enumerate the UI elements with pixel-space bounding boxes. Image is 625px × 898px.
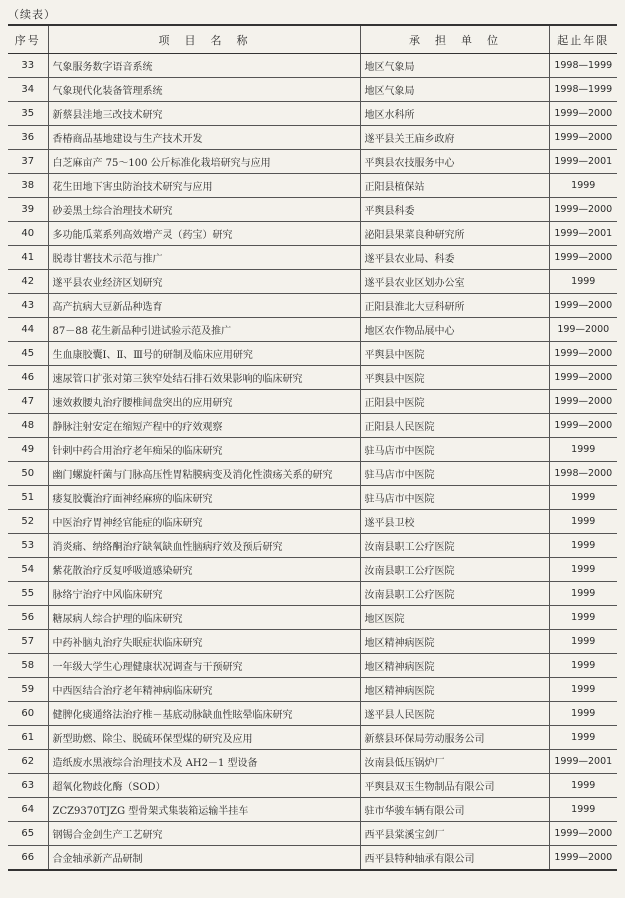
project-name: 白芝麻亩产 75～100 公斤标准化栽培研究与应用	[48, 150, 360, 174]
project-name: 超氧化物歧化酶（SOD）	[48, 774, 360, 798]
table-row	[8, 294, 617, 318]
project-name: 造纸废水黑液综合治理技术及 AH2－1 型设备	[48, 750, 360, 774]
row-number: 51	[8, 486, 48, 510]
row-number: 42	[8, 270, 48, 294]
project-name: 脉络宁治疗中风临床研究	[48, 582, 360, 606]
header-period: 起止年限	[549, 25, 617, 54]
continuation-label: （续表）	[8, 8, 56, 21]
table-row	[8, 822, 617, 846]
table-row	[8, 174, 617, 198]
responsible-unit: 地区气象局	[360, 78, 549, 102]
project-period: 1999—2000	[549, 822, 617, 846]
row-number: 38	[8, 174, 48, 198]
table-row	[8, 390, 617, 414]
table-row	[8, 222, 617, 246]
project-period: 1999—2001	[549, 750, 617, 774]
row-number: 35	[8, 102, 48, 126]
table-row	[8, 582, 617, 606]
responsible-unit: 汝南县低压锅炉厂	[360, 750, 549, 774]
project-period: 1999	[549, 630, 617, 654]
project-period: 1999—2000	[549, 846, 617, 871]
row-number: 64	[8, 798, 48, 822]
responsible-unit: 平舆县科委	[360, 198, 549, 222]
project-name: 中西医结合治疗老年精神病临床研究	[48, 678, 360, 702]
table-row	[8, 102, 617, 126]
project-period: 1999—2001	[549, 150, 617, 174]
project-period: 1998—2000	[549, 462, 617, 486]
project-period: 1998—1999	[549, 78, 617, 102]
responsible-unit: 正阳县中医院	[360, 390, 549, 414]
table-row	[8, 366, 617, 390]
row-number: 43	[8, 294, 48, 318]
project-period: 1999	[549, 702, 617, 726]
table-row	[8, 630, 617, 654]
responsible-unit: 地区农作物品展中心	[360, 318, 549, 342]
project-period: 1999	[549, 774, 617, 798]
row-number: 44	[8, 318, 48, 342]
project-period: 199—2000	[549, 318, 617, 342]
table-row	[8, 270, 617, 294]
project-name: 幽门螺旋杆菌与门脉高压性胃粘膜病变及消化性溃疡关系的研究	[48, 462, 360, 486]
project-period: 1999—2000	[549, 294, 617, 318]
row-number: 55	[8, 582, 48, 606]
row-number: 52	[8, 510, 48, 534]
project-name: 新蔡县洼地三改技术研究	[48, 102, 360, 126]
responsible-unit: 遂平县农业局、科委	[360, 246, 549, 270]
project-table	[8, 24, 617, 871]
responsible-unit: 地区水科所	[360, 102, 549, 126]
project-period: 1999	[549, 678, 617, 702]
table-row	[8, 462, 617, 486]
project-name: 多功能瓜菜系列高效增产灵（药宝）研究	[48, 222, 360, 246]
table-row	[8, 726, 617, 750]
project-name: 静脉注射安定在缩短产程中的疗效观察	[48, 414, 360, 438]
project-name: 速效救腰丸治疗腰椎间盘突出的应用研究	[48, 390, 360, 414]
project-period: 1999—2000	[549, 342, 617, 366]
project-name: 一年级大学生心理健康状况调查与干预研究	[48, 654, 360, 678]
table-row	[8, 126, 617, 150]
project-period: 1999—2000	[549, 246, 617, 270]
row-number: 61	[8, 726, 48, 750]
project-period: 1999	[549, 174, 617, 198]
project-period: 1999—2000	[549, 414, 617, 438]
row-number: 45	[8, 342, 48, 366]
table-row	[8, 318, 617, 342]
responsible-unit: 驻马店市中医院	[360, 462, 549, 486]
project-name: 钢锡合金剑生产工艺研究	[48, 822, 360, 846]
project-name: 中医治疗胃神经官能症的临床研究	[48, 510, 360, 534]
project-name: 生血康胶囊Ⅰ、Ⅱ、Ⅲ号的研制及临床应用研究	[48, 342, 360, 366]
project-name: 花生田地下害虫防治技术研究与应用	[48, 174, 360, 198]
table-row	[8, 798, 617, 822]
row-number: 41	[8, 246, 48, 270]
row-number: 39	[8, 198, 48, 222]
row-number: 46	[8, 366, 48, 390]
responsible-unit: 汝南县职工公疗医院	[360, 582, 549, 606]
row-number: 33	[8, 54, 48, 78]
responsible-unit: 平舆县中医院	[360, 342, 549, 366]
row-number: 58	[8, 654, 48, 678]
project-name: 合金轴承新产品研制	[48, 846, 360, 871]
project-period: 1999—2001	[549, 222, 617, 246]
project-name: 针剌中药合用治疗老年痴呆的临床研究	[48, 438, 360, 462]
table-row	[8, 534, 617, 558]
header-no: 序号	[8, 25, 48, 54]
table-row	[8, 750, 617, 774]
row-number: 56	[8, 606, 48, 630]
project-period: 1999—2000	[549, 366, 617, 390]
row-number: 49	[8, 438, 48, 462]
project-period: 1999—2000	[549, 126, 617, 150]
row-number: 36	[8, 126, 48, 150]
row-number: 47	[8, 390, 48, 414]
responsible-unit: 遂平县关王庙乡政府	[360, 126, 549, 150]
project-name: 脱毒甘薯技术示范与推广	[48, 246, 360, 270]
responsible-unit: 泌阳县果菜良种研究所	[360, 222, 549, 246]
table-row	[8, 606, 617, 630]
responsible-unit: 地区精神病医院	[360, 654, 549, 678]
responsible-unit: 汝南县职工公疗医院	[360, 534, 549, 558]
table-row	[8, 558, 617, 582]
responsible-unit: 驻马店市中医院	[360, 438, 549, 462]
project-period: 1999	[549, 726, 617, 750]
project-name: 消炎痛、纳络酮治疗缺氧缺血性脑病疗效及预后研究	[48, 534, 360, 558]
table-row	[8, 342, 617, 366]
row-number: 40	[8, 222, 48, 246]
project-name: 遂平县农业经济区划研究	[48, 270, 360, 294]
responsible-unit: 遂平县农业区划办公室	[360, 270, 549, 294]
row-number: 53	[8, 534, 48, 558]
responsible-unit: 汝南县职工公疗医院	[360, 558, 549, 582]
project-name: 气象服务数字语音系统	[48, 54, 360, 78]
row-number: 54	[8, 558, 48, 582]
responsible-unit: 地区精神病医院	[360, 678, 549, 702]
row-number: 50	[8, 462, 48, 486]
project-period: 1999	[549, 270, 617, 294]
table-row	[8, 198, 617, 222]
row-number: 59	[8, 678, 48, 702]
table-row	[8, 150, 617, 174]
responsible-unit: 驻马店市中医院	[360, 486, 549, 510]
row-number: 48	[8, 414, 48, 438]
project-name: 中药补脑丸治疗失眠症状临床研究	[48, 630, 360, 654]
table-row	[8, 414, 617, 438]
responsible-unit: 地区气象局	[360, 54, 549, 78]
row-number: 57	[8, 630, 48, 654]
row-number: 66	[8, 846, 48, 871]
row-number: 60	[8, 702, 48, 726]
table-row	[8, 678, 617, 702]
table-row	[8, 438, 617, 462]
table-header-row	[8, 25, 617, 54]
row-number: 63	[8, 774, 48, 798]
project-period: 1999—2000	[549, 390, 617, 414]
table-row	[8, 54, 617, 78]
project-period: 1999	[549, 486, 617, 510]
table-row	[8, 246, 617, 270]
table-row	[8, 78, 617, 102]
project-name: 高产抗病大豆新品种选育	[48, 294, 360, 318]
responsible-unit: 驻市华骏车辆有限公司	[360, 798, 549, 822]
responsible-unit: 平舆县双玉生物制品有限公司	[360, 774, 549, 798]
project-name: 健脾化痰通络法治疗椎－基底动脉缺血性眩晕临床研究	[48, 702, 360, 726]
project-period: 1999—2000	[549, 102, 617, 126]
project-name: ZCZ9370TJZG 型骨架式集装箱运输半挂车	[48, 798, 360, 822]
project-period: 1999	[549, 438, 617, 462]
project-name: 糖尿病人综合护理的临床研究	[48, 606, 360, 630]
project-name: 痿复胶囊治疗面神经麻痹的临床研究	[48, 486, 360, 510]
project-name: 速尿管口扩张对第三狭窄处结石排石效果影响的临床研究	[48, 366, 360, 390]
row-number: 62	[8, 750, 48, 774]
project-name: 砂姜黑土综合治理技术研究	[48, 198, 360, 222]
project-period: 1999	[549, 510, 617, 534]
responsible-unit: 正阳县人民医院	[360, 414, 549, 438]
project-name: 香椿商品基地建设与生产技术开发	[48, 126, 360, 150]
table-row	[8, 486, 617, 510]
row-number: 65	[8, 822, 48, 846]
project-period: 1999	[549, 558, 617, 582]
project-name: 气象现代化装备管理系统	[48, 78, 360, 102]
header-unit: 承 担 单 位	[360, 25, 549, 54]
responsible-unit: 正阳县淮北大豆科研所	[360, 294, 549, 318]
responsible-unit: 遂平县人民医院	[360, 702, 549, 726]
header-name: 项 目 名 称	[48, 25, 360, 54]
project-period: 1998—1999	[549, 54, 617, 78]
row-number: 37	[8, 150, 48, 174]
responsible-unit: 新蔡县环保局劳动服务公司	[360, 726, 549, 750]
row-number: 34	[8, 78, 48, 102]
project-period: 1999	[549, 654, 617, 678]
responsible-unit: 西平县棠溪宝剑厂	[360, 822, 549, 846]
responsible-unit: 地区医院	[360, 606, 549, 630]
project-period: 1999	[549, 606, 617, 630]
responsible-unit: 地区精神病医院	[360, 630, 549, 654]
table-row	[8, 510, 617, 534]
table-row	[8, 774, 617, 798]
table-row	[8, 846, 617, 871]
table-row	[8, 702, 617, 726]
project-period: 1999	[549, 582, 617, 606]
responsible-unit: 正阳县植保站	[360, 174, 549, 198]
project-name: 新型助燃、除尘、脱硫环保型煤的研究及应用	[48, 726, 360, 750]
responsible-unit: 平舆县农技服务中心	[360, 150, 549, 174]
table-body	[8, 54, 617, 871]
responsible-unit: 遂平县卫校	[360, 510, 549, 534]
project-period: 1999	[549, 798, 617, 822]
project-period: 1999—2000	[549, 198, 617, 222]
table-row	[8, 654, 617, 678]
project-name: 87－88 花生新品种引进试验示范及推广	[48, 318, 360, 342]
responsible-unit: 西平县特种轴承有限公司	[360, 846, 549, 871]
project-name: 紫花散治疗反复呼吸道感染研究	[48, 558, 360, 582]
project-period: 1999	[549, 534, 617, 558]
responsible-unit: 平舆县中医院	[360, 366, 549, 390]
